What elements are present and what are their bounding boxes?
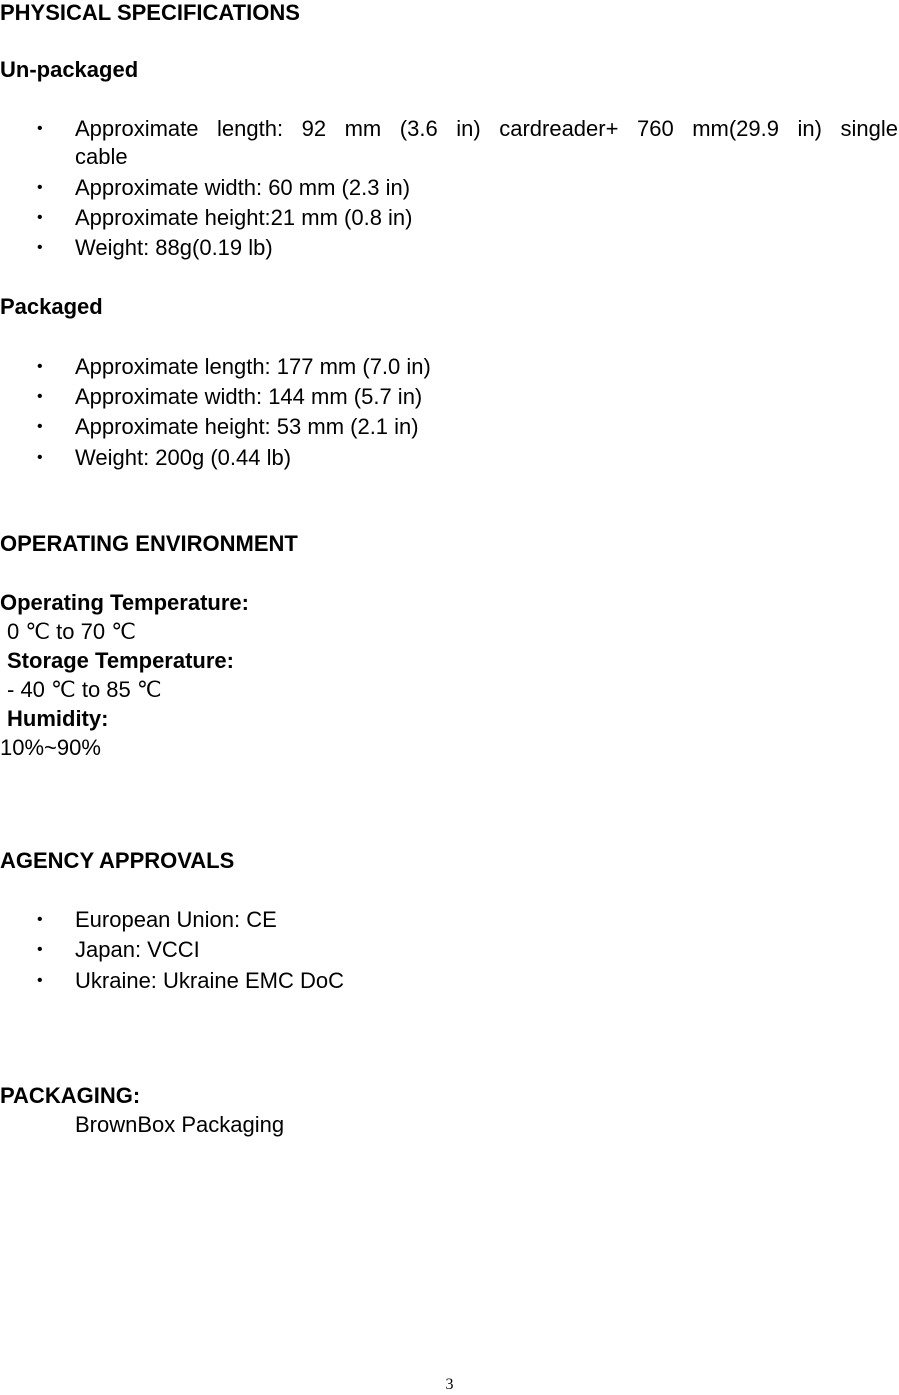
list-item (0, 414, 899, 444)
list-item (0, 116, 899, 146)
list-item (0, 175, 899, 205)
list-item (0, 235, 899, 265)
list-item-text: Approximate length: 92 mm (3.6 in) cardreader+ 760 mm(29.9 in) single (75, 116, 898, 141)
list-item (0, 968, 899, 998)
bullet-icon: • (37, 972, 43, 989)
bullet-icon: • (37, 239, 43, 256)
bullet-icon: • (37, 358, 43, 375)
packaging-heading: PACKAGING: (0, 1083, 141, 1108)
list-item (0, 907, 899, 937)
bullet-icon: • (37, 941, 43, 958)
packaging-value: BrownBox Packaging (75, 1112, 285, 1137)
list-item-text: Weight: 88g(0.19 lb) (75, 235, 273, 260)
operating-environment-heading: OPERATING ENVIRONMENT (0, 531, 298, 556)
list-item-text: Ukraine: Ukraine EMC DoC (75, 968, 344, 993)
bullet-icon: • (37, 209, 43, 226)
humidity-value: 10%~90% (0, 735, 101, 760)
humidity-label: Humidity: (7, 706, 109, 731)
list-item (0, 937, 899, 967)
list-item (0, 384, 899, 414)
page-number: 3 (445, 1376, 454, 1393)
list-item-text: Japan: VCCI (75, 937, 200, 962)
list-item-continuation: cable (75, 144, 128, 169)
list-item-text: Approximate height:21 mm (0.8 in) (75, 205, 413, 230)
list-item-text: Approximate width: 60 mm (2.3 in) (75, 175, 411, 200)
list-item-text: Approximate height: 53 mm (2.1 in) (75, 414, 419, 439)
list-item-text: Approximate length: 177 mm (7.0 in) (75, 354, 431, 379)
bullet-icon: • (37, 179, 43, 196)
storage-temperature-value: - 40 ℃ to 85 ℃ (7, 677, 162, 702)
physical-specs-heading: PHYSICAL SPECIFICATIONS (0, 0, 300, 25)
bullet-icon: • (37, 418, 43, 435)
unpackaged-heading: Un-packaged (0, 57, 139, 82)
list-item-text: European Union: CE (75, 907, 277, 932)
list-item-text: Weight: 200g (0.44 lb) (75, 445, 292, 470)
list-item (0, 445, 899, 475)
agency-approvals-heading: AGENCY APPROVALS (0, 848, 235, 873)
operating-temperature-label: Operating Temperature: (0, 590, 249, 615)
list-item-text: Approximate width: 144 mm (5.7 in) (75, 384, 423, 409)
bullet-icon: • (37, 449, 43, 466)
bullet-icon: • (37, 911, 43, 928)
packaged-heading: Packaged (0, 294, 103, 319)
bullet-icon: • (37, 388, 43, 405)
list-item (0, 354, 899, 384)
storage-temperature-label: Storage Temperature: (7, 648, 234, 673)
operating-temperature-value: 0 ℃ to 70 ℃ (7, 619, 136, 644)
list-item (0, 205, 899, 235)
bullet-icon: • (37, 120, 43, 137)
